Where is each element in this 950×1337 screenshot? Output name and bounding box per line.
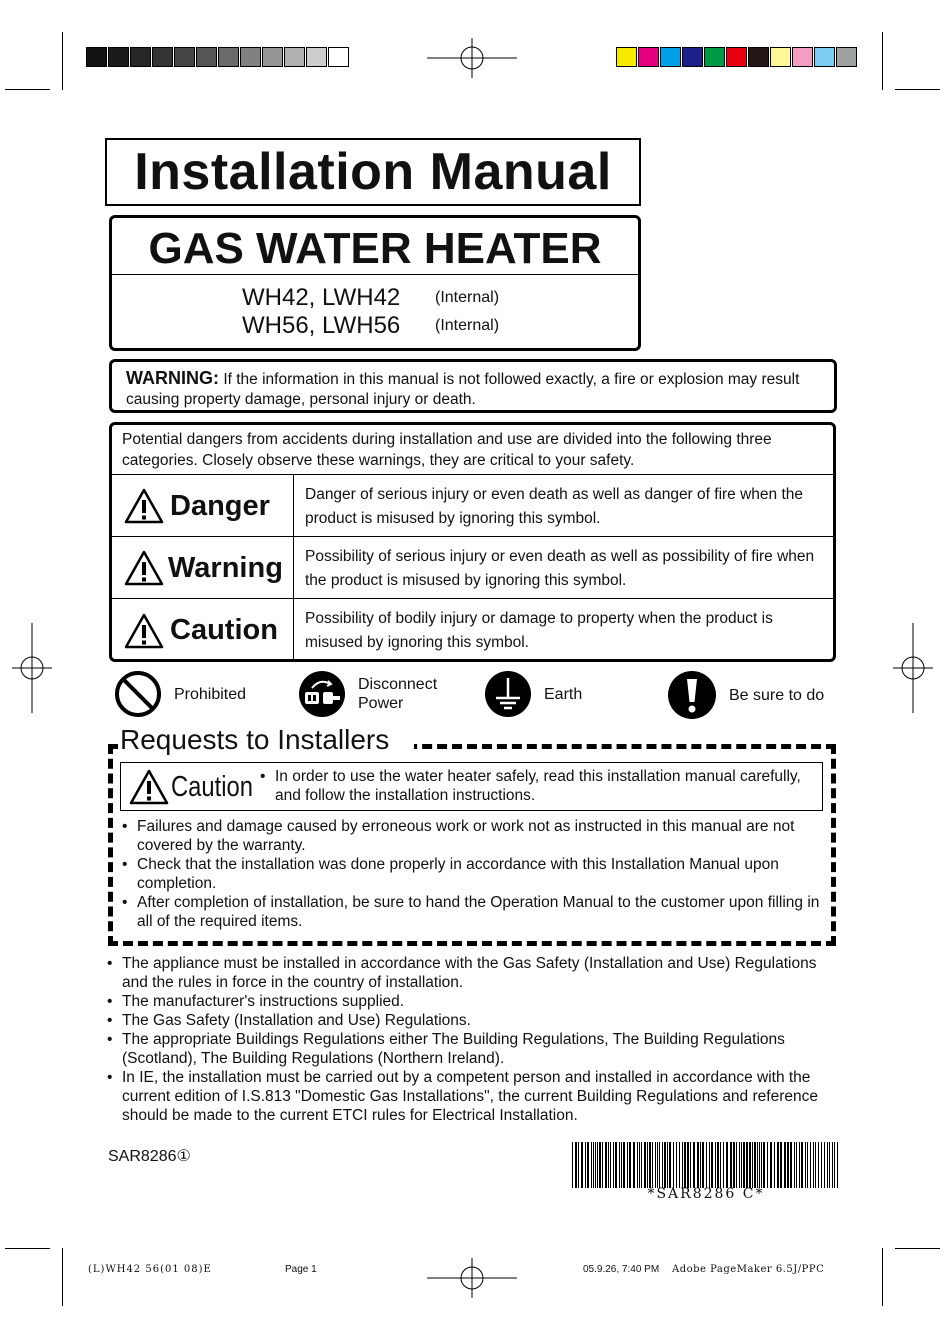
warning-triangle-icon (129, 769, 169, 805)
symbol-label-prohibited: Prohibited (174, 685, 247, 703)
model-names-2: WH56, LWH56 (242, 312, 401, 339)
symbol-be-sure-to-do (667, 670, 824, 720)
symbol-label-disconnect-line1: Disconnect (358, 676, 438, 693)
registration-mark-top (427, 38, 517, 78)
color-swatch (836, 47, 857, 67)
gray-swatch (86, 47, 107, 67)
warning-label: WARNING: (126, 368, 219, 388)
gray-swatch (284, 47, 305, 67)
warning-text: If the information in this manual is not followed exactly, a fire or explosion may result causing property damage, personal injury or death. (126, 371, 800, 408)
gray-swatch (306, 47, 327, 67)
category-row-caution (112, 598, 833, 662)
gray-swatch (130, 47, 151, 67)
warning-triangle-icon (124, 613, 164, 649)
prohibited-icon (114, 670, 162, 718)
regulations-list (107, 954, 842, 1125)
footer-datetime: 05.9.26, 7:40 PM (583, 1264, 660, 1275)
gray-swatch (328, 47, 349, 67)
list-item: • The appliance must be installed in accordance with the Gas Safety (Installation and Use) Regulations and the rules in force in the country of installation. (107, 954, 842, 992)
symbol-label-be-sure: Be sure to do (729, 686, 825, 704)
safety-intro: Potential dangers from accidents during installation and use are divided into the following three categories. Closely observe these warnings, they are critical to your safety. (122, 431, 772, 469)
product-name: GAS WATER HEATER (148, 224, 602, 273)
model-names-1: WH42, LWH42 (242, 284, 401, 311)
list-item: • The Gas Safety (Installation and Use) Regulations. (107, 1011, 842, 1030)
page-title: Installation Manual (105, 138, 641, 206)
list-item: • The appropriate Buildings Regulations either The Building Regulations, The Building Regulations (Scotland), The Building Regulations (Northern Ireland). (107, 1030, 842, 1068)
color-swatch (770, 47, 791, 67)
warning-triangle-icon (124, 488, 164, 524)
symbol-label-earth: Earth (544, 685, 583, 703)
color-swatch (704, 47, 725, 67)
category-label-warning: Warning (168, 551, 283, 584)
gray-swatch (174, 47, 195, 67)
list-item: • Failures and damage caused by erroneous work or work not as instructed in this manual are not covered by the warranty. (122, 817, 822, 855)
category-row-warning (112, 536, 833, 599)
color-swatch (616, 47, 637, 67)
color-swatch (682, 47, 703, 67)
requests-list (122, 817, 822, 931)
document-code: SAR8286① (108, 1148, 191, 1165)
category-label-danger: Danger (170, 489, 270, 522)
category-desc-caution: Possibility of bodily injury or damage to property when the product is misused by ignoring this symbol. (305, 610, 773, 651)
requests-title: Requests to Installers (120, 724, 390, 755)
category-desc-warning: Possibility of serious injury or even death as well as possibility of fire when the product is misused by ignoring this symbol. (305, 548, 815, 589)
model-type-1: (Internal) (435, 289, 500, 306)
registration-mark-bottom (427, 1258, 517, 1298)
list-item: • Check that the installation was done properly in accordance with this Installation Manual upon completion. (122, 855, 822, 893)
symbol-disconnect-power (298, 670, 437, 718)
color-swatch (748, 47, 769, 67)
symbol-earth (484, 670, 582, 718)
warning-triangle-icon (124, 550, 164, 586)
requests-caution-box (120, 762, 823, 811)
list-item: • In IE, the installation must be carried out by a competent person and installed in accordance with the current edition of I.S.813 "Domestic Gas Installations", the current Building Regulations and reference should be made to the current ETCI rules for Electrical Installation. (107, 1068, 842, 1125)
footer-page: Page 1 (285, 1264, 317, 1275)
footer-software: Adobe PageMaker 6.5J/PPC (672, 1264, 825, 1275)
color-swatch (638, 47, 659, 67)
gray-swatch (108, 47, 129, 67)
category-label-caution: Caution (170, 614, 278, 646)
color-swatch (660, 47, 681, 67)
requests-caution-text: • In order to use the water heater safely, read this installation manual carefully, and follow the installation instructions. (260, 767, 816, 805)
barcode (572, 1142, 840, 1190)
gray-swatch (196, 47, 217, 67)
exclamation-icon (667, 670, 717, 720)
gray-swatch (240, 47, 261, 67)
category-row-danger (112, 474, 833, 537)
list-item: • The manufacturer's instructions supplied. (107, 992, 842, 1011)
gray-swatch (152, 47, 173, 67)
color-swatch (792, 47, 813, 67)
list-item: • After completion of installation, be sure to hand the Operation Manual to the customer upon filling in all of the required items. (122, 893, 822, 931)
registration-mark-left (12, 623, 52, 713)
category-desc-danger: Danger of serious injury or even death as well as danger of fire when the product is misused by ignoring this symbol. (305, 486, 804, 527)
model-type-2: (Internal) (435, 317, 500, 334)
symbol-prohibited (114, 670, 246, 718)
requests-caution-label: Caution (171, 770, 253, 803)
barcode-text: *SAR8286 C* (647, 1186, 765, 1202)
earth-icon (484, 670, 532, 718)
symbol-label-disconnect-line2: Power (358, 695, 404, 712)
product-box (109, 215, 641, 351)
gray-swatch (218, 47, 239, 67)
registration-mark-right (893, 623, 933, 713)
safety-categories-box (109, 422, 836, 662)
gray-swatch (262, 47, 283, 67)
warning-box (109, 359, 837, 413)
footer-file: (L)WH42 56(01 08)E (88, 1264, 212, 1275)
color-swatch (726, 47, 747, 67)
color-swatch (814, 47, 835, 67)
disconnect-power-icon (298, 670, 346, 718)
